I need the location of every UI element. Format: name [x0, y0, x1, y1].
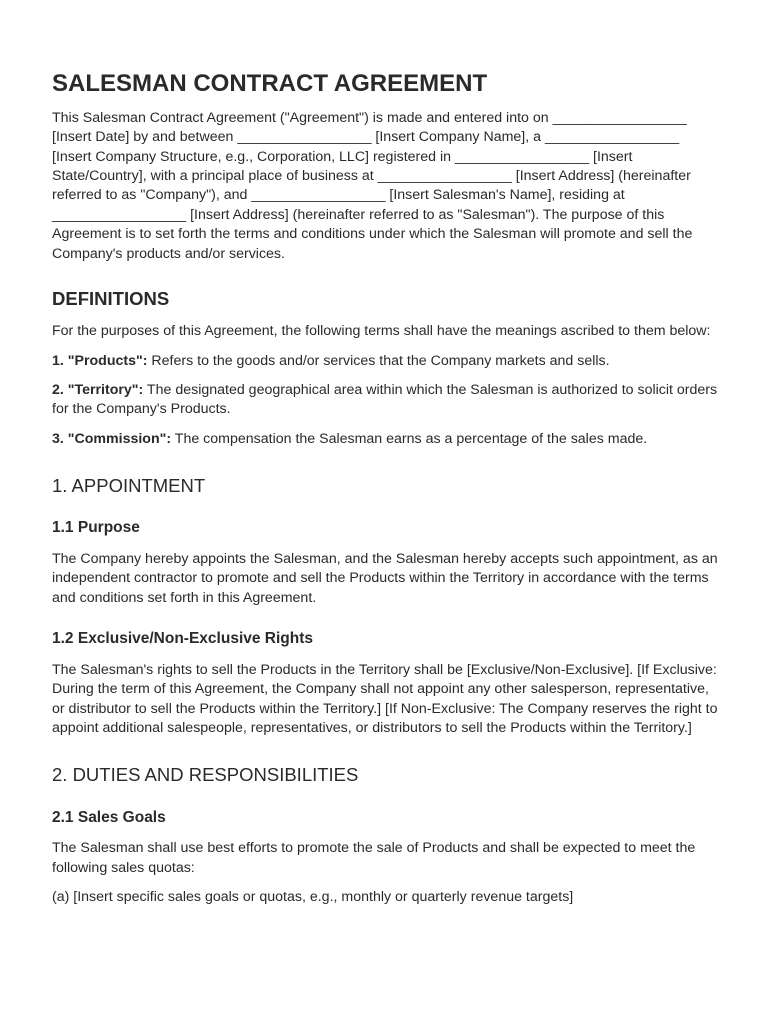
definition-commission [52, 430, 720, 449]
sales-goals-paragraph: The Salesman shall use best efforts to promote the sale of Products and shall be expected to meet the following sales quotas: [52, 840, 696, 876]
appointment-heading: 1. APPOINTMENT [52, 475, 206, 497]
definitions-intro: For the purposes of this Agreement, the following terms shall have the meanings ascribed to them below: [52, 323, 711, 340]
purpose-paragraph: The Company hereby appoints the Salesman, and the Salesman hereby accepts such appointment, as an independent contractor to promote and sell the Products within the Territory in accordance with the terms and conditions set forth in this Agreement. [52, 551, 718, 606]
definition-text: The compensation the Salesman earns as a percentage of the sales made. [171, 430, 648, 447]
definition-term: 3. "Commission": [52, 430, 172, 447]
intro-paragraph: This Salesman Contract Agreement ("Agreement") is made and entered into on _________________ [Insert Date] by and between _________________ [Insert Company Name], a _________________ [Insert Company Structure, e.g., Corporation, LLC] registered in _________________ [Insert State/Country], with a principal place of business at _________________ [Insert Address] (hereinafter referred to as "Company"), and _________________ [Insert Salesman's Name], residing at _________________ [Insert Address] (hereinafter referred to as "Salesman"). The purpose of this Agreement is to set forth the terms and conditions under which the Salesman will promote and sell the Company's products and/or services. [52, 109, 693, 262]
definition-territory [52, 381, 720, 420]
rights-heading: 1.2 Exclusive/Non-Exclusive Rights [52, 630, 314, 648]
document-title: SALESMAN CONTRACT AGREEMENT [52, 70, 488, 97]
duties-heading: 2. DUTIES AND RESPONSIBILITIES [52, 764, 359, 786]
sales-goals-heading: 2.1 Sales Goals [52, 808, 166, 826]
definition-term: 1. "Products": [52, 352, 148, 369]
definitions-heading: DEFINITIONS [52, 288, 170, 310]
rights-paragraph: The Salesman's rights to sell the Products in the Territory shall be [Exclusive/Non-Exclusive]. [If Exclusive: During the term of this Agreement, the Company shall not appoint any other salesperson, representative, or distributor to sell the Products within the Territory.] [If Non-Exclusive: The Company reserves the right to appoint additional salespeople, representatives, or distributors to sell the Products within the Territory.] [52, 661, 718, 737]
definition-products [52, 352, 720, 371]
definition-text: Refers to the goods and/or services that the Company markets and sells. [147, 352, 610, 369]
definition-term: 2. "Territory": [52, 382, 144, 399]
sales-goals-item-a: (a) [Insert specific sales goals or quotas, e.g., monthly or quarterly revenue targets] [52, 889, 574, 906]
purpose-heading: 1.1 Purpose [52, 519, 140, 537]
definition-text: The designated geographical area within which the Salesman is authorized to solicit orders for the Company's Products. [52, 382, 718, 418]
